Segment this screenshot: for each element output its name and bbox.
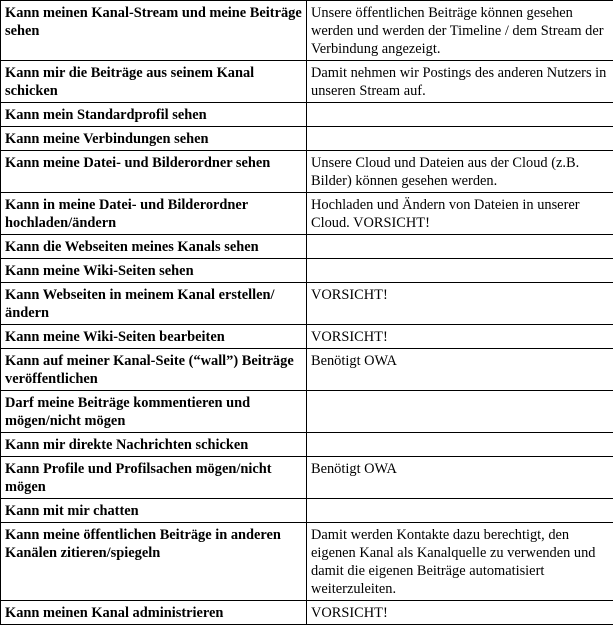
- table-row: [1, 433, 613, 457]
- table-row: [1, 523, 613, 601]
- permission-cell: Kann Profile und Profilsachen mögen/nicht mögen: [1, 457, 307, 499]
- description-cell: [307, 235, 613, 259]
- table-row: [1, 259, 613, 283]
- table-row: [1, 325, 613, 349]
- description-cell: VORSICHT!: [307, 283, 613, 325]
- table-row: [1, 391, 613, 433]
- permission-cell: Kann meine Wiki-Seiten sehen: [1, 259, 307, 283]
- description-cell: Unsere öffentlichen Beiträge können gesehen werden und werden der Timeline / dem Stream der Verbindung angezeigt.: [307, 1, 613, 61]
- permission-cell: Kann die Webseiten meines Kanals sehen: [1, 235, 307, 259]
- permissions-table-body: [1, 1, 613, 625]
- table-row: [1, 349, 613, 391]
- table-row: [1, 61, 613, 103]
- permission-cell: Kann mit mir chatten: [1, 499, 307, 523]
- permission-cell: Kann mir direkte Nachrichten schicken: [1, 433, 307, 457]
- permission-cell: Kann meine Wiki-Seiten bearbeiten: [1, 325, 307, 349]
- permission-cell: Kann meinen Kanal-Stream und meine Beiträge sehen: [1, 1, 307, 61]
- permission-cell: Kann meine Verbindungen sehen: [1, 127, 307, 151]
- table-row: [1, 151, 613, 193]
- description-cell: Damit werden Kontakte dazu berechtigt, den eigenen Kanal als Kanalquelle zu verwenden und damit die eigenen Beiträge automatisiert weiterzuleiten.: [307, 523, 613, 601]
- permission-cell: Kann in meine Datei- und Bilderordner hochladen/ändern: [1, 193, 307, 235]
- permission-cell: Kann Webseiten in meinem Kanal erstellen/ändern: [1, 283, 307, 325]
- permission-cell: Kann auf meiner Kanal-Seite (“wall”) Beiträge veröffentlichen: [1, 349, 307, 391]
- table-row: [1, 193, 613, 235]
- description-cell: VORSICHT!: [307, 601, 613, 625]
- description-cell: Damit nehmen wir Postings des anderen Nutzers in unseren Stream auf.: [307, 61, 613, 103]
- table-row: [1, 103, 613, 127]
- description-cell: Hochladen und Ändern von Dateien in unserer Cloud. VORSICHT!: [307, 193, 613, 235]
- table-row: [1, 601, 613, 625]
- table-row: [1, 127, 613, 151]
- description-cell: [307, 103, 613, 127]
- permission-cell: Kann meine Datei- und Bilderordner sehen: [1, 151, 307, 193]
- permission-cell: Darf meine Beiträge kommentieren und mögen/nicht mögen: [1, 391, 307, 433]
- permission-cell: Kann mir die Beiträge aus seinem Kanal schicken: [1, 61, 307, 103]
- permission-cell: Kann meine öffentlichen Beiträge in anderen Kanälen zitieren/spiegeln: [1, 523, 307, 601]
- description-cell: VORSICHT!: [307, 325, 613, 349]
- table-row: [1, 457, 613, 499]
- description-cell: [307, 433, 613, 457]
- table-row: [1, 235, 613, 259]
- table-row: [1, 1, 613, 61]
- description-cell: Unsere Cloud und Dateien aus der Cloud (z.B. Bilder) können gesehen werden.: [307, 151, 613, 193]
- permission-cell: Kann mein Standardprofil sehen: [1, 103, 307, 127]
- description-cell: [307, 499, 613, 523]
- description-cell: Benötigt OWA: [307, 349, 613, 391]
- description-cell: [307, 127, 613, 151]
- description-cell: [307, 259, 613, 283]
- table-row: [1, 283, 613, 325]
- table-row: [1, 499, 613, 523]
- permission-cell: Kann meinen Kanal administrieren: [1, 601, 307, 625]
- description-cell: [307, 391, 613, 433]
- description-cell: Benötigt OWA: [307, 457, 613, 499]
